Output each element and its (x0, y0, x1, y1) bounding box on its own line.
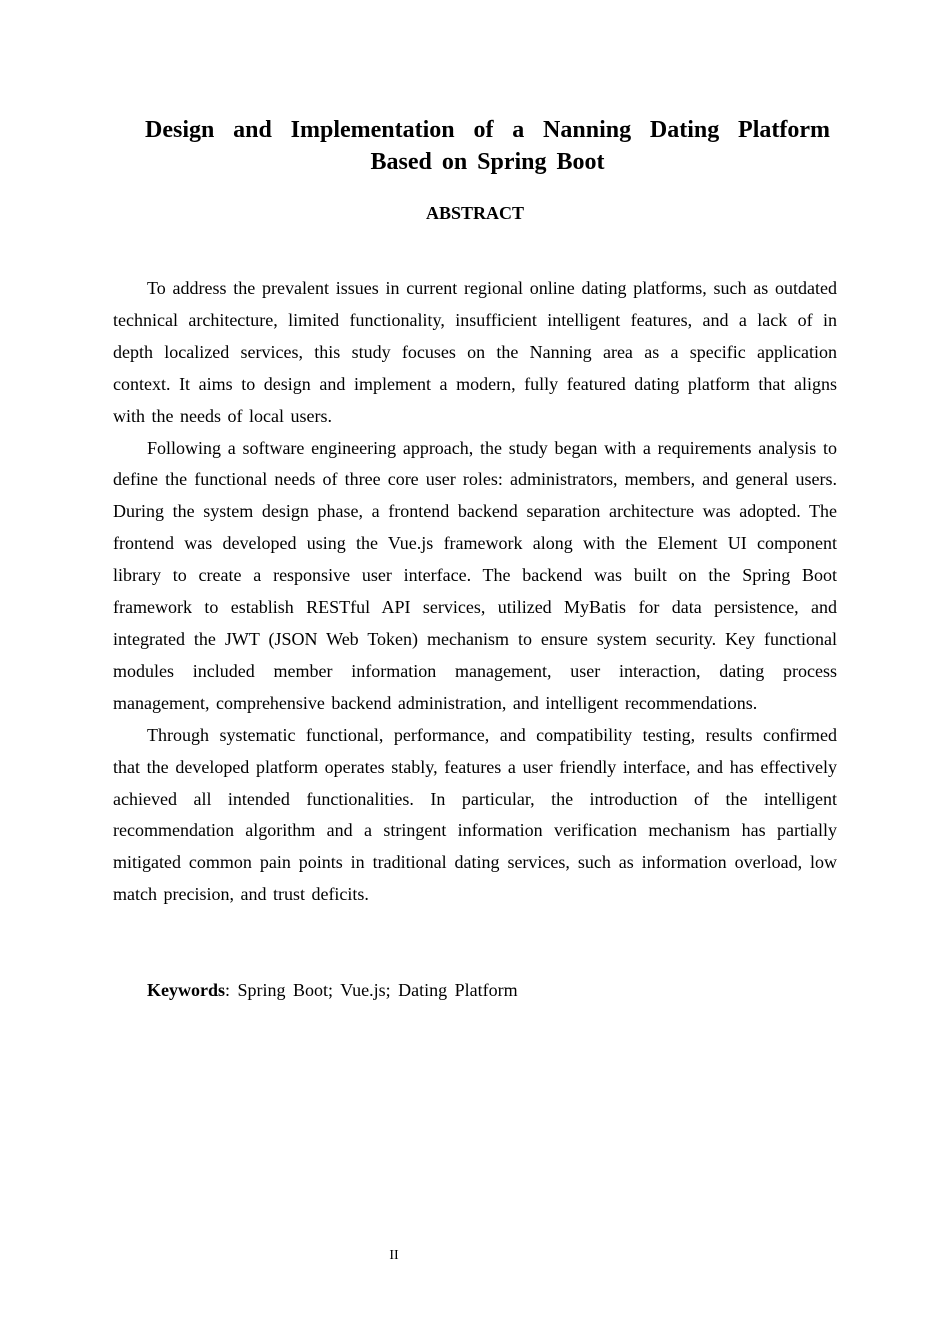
paper-title: Design and Implementation of a Nanning Dating Platform Based on Spring Boot (145, 117, 830, 175)
keywords-value: Spring Boot; Vue.js; Dating Platform (237, 980, 518, 1000)
abstract-paragraph-3: Through systematic functional, performance, and compatibility testing, results confirmed that the developed platform operates stably, features a user friendly interface, and has effectively achieved all intended functionalities. In particular, the introduction of the intelligent recommendation algorithm and a stringent information verification mechanism has partially mitigated common pain points in traditional dating services, such as information overload, low match precision, and trust deficits. (113, 724, 837, 905)
page-number: II (389, 1248, 399, 1263)
abstract-body (113, 273, 837, 911)
abstract-paragraph-1: To address the prevalent issues in current regional online dating platforms, such as outdated technical architecture, limited functionality, insufficient intelligent features, and a lack of in depth localized services, this study focuses on the Nanning area as a specific application context. It aims to design and implement a modern, fully featured dating platform that aligns with the needs of local users. (113, 278, 837, 426)
keywords-label: Keywords (147, 980, 225, 1000)
abstract-paragraph-2: Following a software engineering approach, the study began with a requirements analysis to define the functional needs of three core user roles: administrators, members, and general users. During the system design phase, a frontend backend separation architecture was adopted. The frontend was developed using the Vue.js framework along with the Element UI component library to create a responsive user interface. The backend was built on the Spring Boot framework to establish RESTful API services, utilized MyBatis for data persistence, and integrated the JWT (JSON Web Token) mechanism to ensure system security. Key functional modules included member information management, user interaction, dating process management, comprehensive backend administration, and intelligent recommendations. (113, 437, 837, 713)
abstract-heading: ABSTRACT (425, 203, 525, 223)
keywords-line (147, 975, 518, 1007)
keywords-separator: : (225, 980, 231, 1000)
